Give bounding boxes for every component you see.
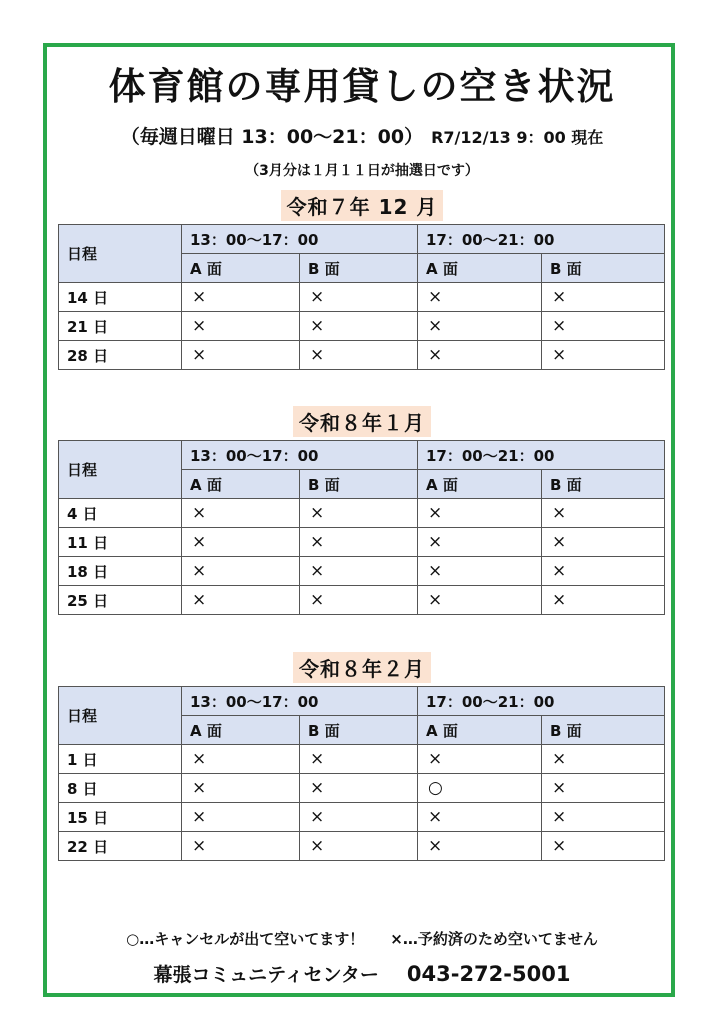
court-b-header: B 面 [542,470,665,499]
date-header: 日程 [59,225,182,283]
status-cell: × [542,312,665,341]
court-a-header: A 面 [418,254,542,283]
table-row [59,499,665,528]
status-cell: × [300,557,418,586]
court-a-header: A 面 [418,716,542,745]
court-a-header: A 面 [182,254,300,283]
slot1-header: 13：00～17：00 [182,225,418,254]
court-a-header: A 面 [182,716,300,745]
hours-text: （毎週日曜日 13：00～21：00） [120,126,424,148]
month-heading-0: 令和７年 12 月 [0,190,724,221]
slot2-header: 17：00～21：00 [418,687,665,716]
status-cell-available: ○ [418,774,542,803]
date-header: 日程 [59,687,182,745]
status-cell: × [418,586,542,615]
row-date: 25 日 [59,586,182,615]
status-cell: × [542,586,665,615]
row-date: 21 日 [59,312,182,341]
row-date: 22 日 [59,832,182,861]
status-cell: × [542,803,665,832]
status-cell: × [542,832,665,861]
status-cell: × [418,745,542,774]
status-cell: × [418,341,542,370]
status-cell: × [182,586,300,615]
status-cell: × [542,283,665,312]
slot2-header: 17：00～21：00 [418,441,665,470]
court-a-header: A 面 [182,470,300,499]
status-cell: × [418,557,542,586]
status-cell: × [300,341,418,370]
status-cell: × [542,774,665,803]
slot1-header: 13：00～17：00 [182,687,418,716]
row-date: 14 日 [59,283,182,312]
row-date: 4 日 [59,499,182,528]
court-b-header: B 面 [300,716,418,745]
month-heading-2: 令和８年２月 [0,652,724,683]
court-b-header: B 面 [542,254,665,283]
legend [0,928,724,949]
status-cell: × [182,312,300,341]
schedule-subtitle [0,122,724,149]
status-cell: × [542,557,665,586]
phone-number: 043-272-5001 [406,962,571,986]
status-cell: × [182,803,300,832]
status-cell: × [300,774,418,803]
schedule-table-2 [58,686,665,861]
slot2-header: 17：00～21：00 [418,225,665,254]
table-row [59,774,665,803]
table-row [59,803,665,832]
court-b-header: B 面 [300,254,418,283]
page-title: 体育館の専用貸しの空き状況 [108,65,616,108]
table-row [59,745,665,774]
status-cell: × [418,528,542,557]
status-cell: × [300,586,418,615]
status-cell: × [542,745,665,774]
status-cell: × [300,803,418,832]
status-cell: × [418,283,542,312]
status-cell: × [182,557,300,586]
row-date: 11 日 [59,528,182,557]
table-row [59,586,665,615]
lottery-note: （3月分は１月１１日が抽選日です） [245,163,479,179]
status-cell: × [418,832,542,861]
status-cell: × [542,528,665,557]
as-of-text: R7/12/13 9：00 現在 [431,128,604,147]
status-cell: × [182,283,300,312]
status-cell: × [300,312,418,341]
legend-available: ○…キャンセルが出て空いてます！ [126,930,365,948]
status-cell: × [182,341,300,370]
status-cell: × [542,341,665,370]
status-cell: × [300,745,418,774]
center-name: 幕張コミュニティセンター [153,964,379,986]
table-row [59,341,665,370]
table-row [59,832,665,861]
slot1-header: 13：00～17：00 [182,441,418,470]
legend-booked: ×…予約済のため空いてません [390,930,598,948]
status-cell: × [418,499,542,528]
status-cell: × [418,803,542,832]
table-row [59,528,665,557]
status-cell: × [182,528,300,557]
row-date: 15 日 [59,803,182,832]
court-b-header: B 面 [300,470,418,499]
status-cell: × [300,832,418,861]
contact-info [0,960,724,987]
status-cell: × [300,528,418,557]
row-date: 28 日 [59,341,182,370]
status-cell: × [182,774,300,803]
status-cell: × [418,312,542,341]
schedule-table-1 [58,440,665,615]
status-cell: × [300,499,418,528]
status-cell: × [182,832,300,861]
status-cell: × [300,283,418,312]
row-date: 18 日 [59,557,182,586]
status-cell: × [182,499,300,528]
row-date: 1 日 [59,745,182,774]
month-heading-1: 令和８年１月 [0,406,724,437]
row-date: 8 日 [59,774,182,803]
table-row [59,557,665,586]
status-cell: × [542,499,665,528]
table-row [59,312,665,341]
table-row [59,283,665,312]
schedule-table-0 [58,224,665,370]
date-header: 日程 [59,441,182,499]
court-a-header: A 面 [418,470,542,499]
court-b-header: B 面 [542,716,665,745]
status-cell: × [182,745,300,774]
